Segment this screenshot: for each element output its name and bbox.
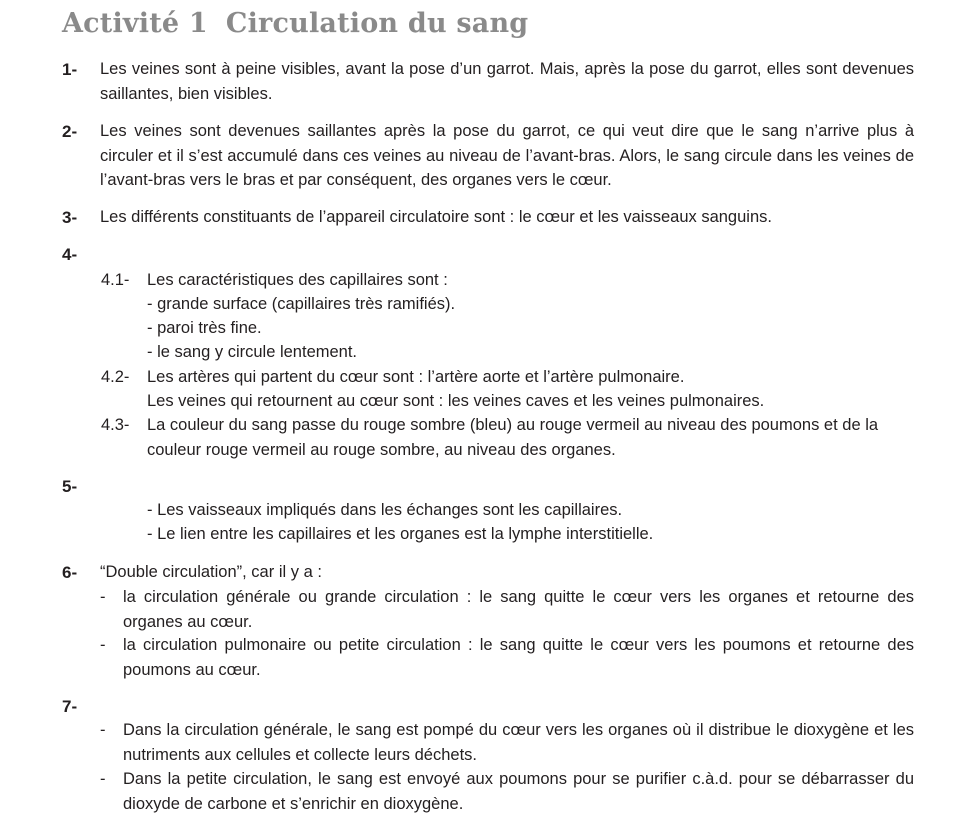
item-intro-6: “Double circulation”, car il y a : — [100, 563, 322, 581]
item-number-2: 2- — [62, 122, 78, 141]
subitem-label-4-3: 4.3- — [101, 416, 130, 434]
list-item: - grande surface (capillaires très ramifiés). — [147, 295, 456, 313]
list-item: la circulation pulmonaire ou petite circulation : le sang quitte le cœur vers les poumons et retourne des poumons au cœur. — [123, 636, 914, 679]
list-item: la circulation générale ou grande circulation : le sang quitte le cœur vers les organes et retourne des organes au cœur. — [123, 588, 914, 631]
subitem-text-4-1: Les caractéristiques des capillaires sont : — [147, 271, 448, 289]
bullet-dash: - — [100, 636, 106, 654]
list-item: - paroi très fine. — [147, 319, 262, 337]
item-number-7: 7- — [62, 697, 78, 716]
bullet-dash: - — [100, 588, 106, 606]
item-number-1: 1- — [62, 60, 78, 79]
item-number-5: 5- — [62, 477, 78, 496]
item-number-4: 4- — [62, 245, 78, 264]
page-title — [62, 8, 528, 39]
item-text-1: Les veines sont à peine visibles, avant la pose d’un garrot. Mais, après la pose du garrot, elles sont devenues saillantes, bien visibles. — [100, 60, 914, 103]
activity-subject: Circulation du sang — [225, 8, 529, 39]
list-item: - Le lien entre les capillaires et les organes est la lymphe interstitielle. — [147, 525, 654, 543]
activity-label: Activité 1 — [62, 8, 208, 39]
list-item: Dans la petite circulation, le sang est envoyé aux poumons pour se purifier c.à.d. pour se débarrasser du dioxyde de carbone et s’enrichir en dioxygène. — [123, 770, 914, 813]
subitem-text-4-3: La couleur du sang passe du rouge sombre (bleu) au rouge vermeil au niveau des poumons et de la couleur rouge vermeil au rouge sombre, au niveau des organes. — [147, 416, 879, 459]
list-item: - Les vaisseaux impliqués dans les échanges sont les capillaires. — [147, 501, 623, 519]
item-number-3: 3- — [62, 208, 78, 227]
item-number-6: 6- — [62, 563, 78, 582]
bullet-dash: - — [100, 721, 106, 739]
list-item: - le sang y circule lentement. — [147, 343, 358, 361]
subitem-text-4-2-line-2: Les veines qui retournent au cœur sont : les veines caves et les veines pulmonaires. — [147, 392, 765, 410]
subitem-label-4-1: 4.1- — [101, 271, 130, 289]
subitem-text-4-2-line-1: Les artères qui partent du cœur sont : l’artère aorte et l’artère pulmonaire. — [147, 368, 685, 386]
item-text-3: Les différents constituants de l’appareil circulatoire sont : le cœur et les vaisseaux sanguins. — [100, 208, 772, 226]
subitem-label-4-2: 4.2- — [101, 368, 130, 386]
item-text-2: Les veines sont devenues saillantes après la pose du garrot, ce qui veut dire que le sang n’arrive plus à circuler et il s’est accumulé dans ces veines au niveau de l’avant-bras. Alors, le sang circule dans les veines de l’avant-bras vers le bras et par conséquent, des organes vers le cœur. — [100, 122, 914, 189]
list-item: Dans la circulation générale, le sang est pompé du cœur vers les organes où il distribue le dioxygène et les nutriments aux cellules et collecte leurs déchets. — [123, 721, 914, 764]
bullet-dash: - — [100, 770, 106, 788]
